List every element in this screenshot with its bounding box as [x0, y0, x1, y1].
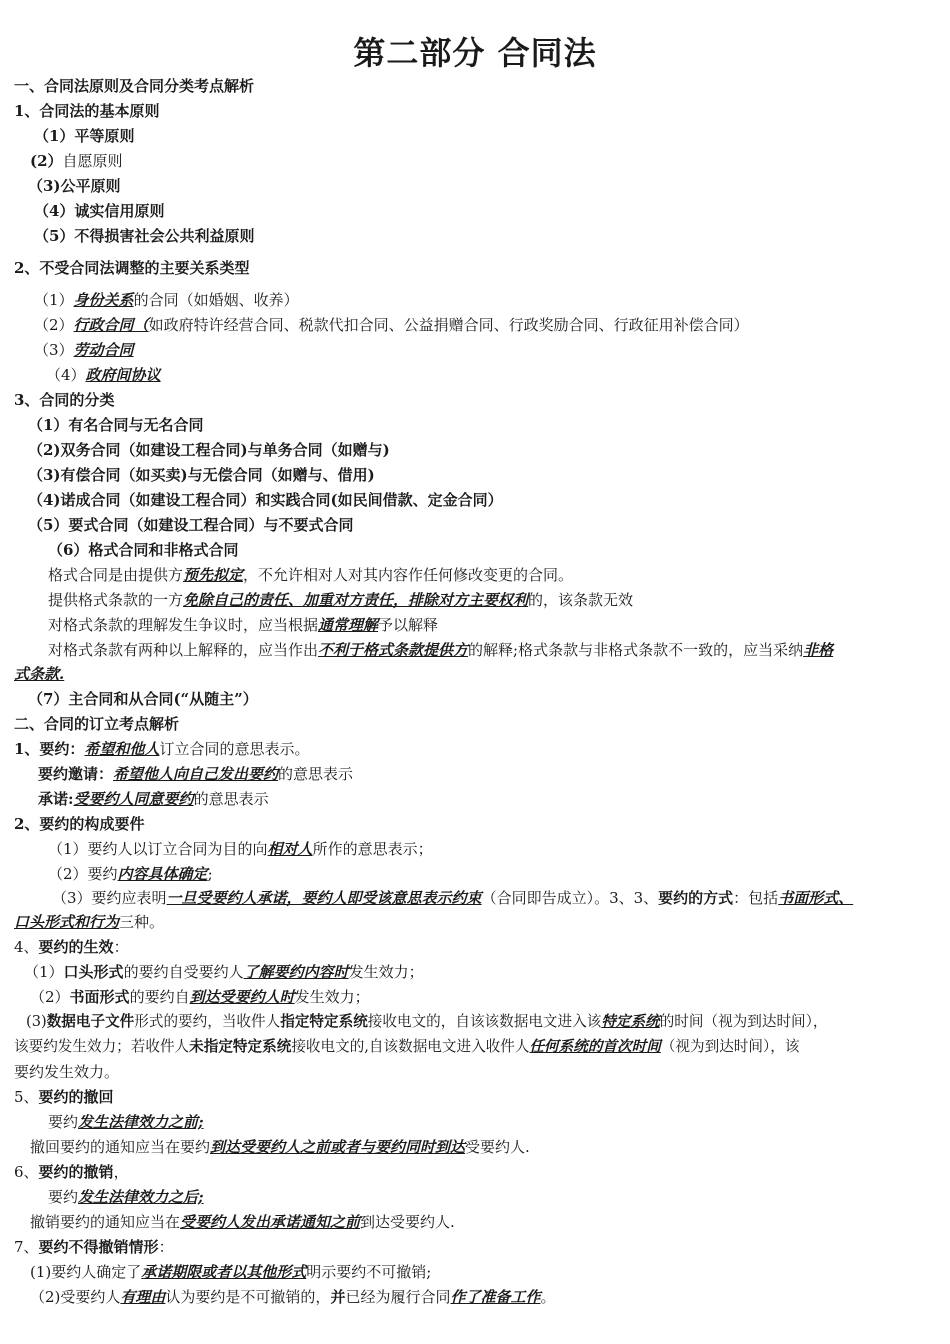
offer-invitation-def: 要约邀请：希望他人向自己发出要约的意思表示: [38, 765, 354, 783]
offer-element-3: （3）要约应表明一旦受要约人承诺，要约人即受该意思表示约束（合同即告成立）。3、3、要约的方式：包括书面形式、: [52, 889, 854, 907]
offer-def: 1、要约：希望和他人订立合同的意思表示。: [14, 740, 310, 758]
revocation-notice: 撤销要约的通知应当在受要约人发出承诺通知之前到达受要约人.: [30, 1213, 455, 1231]
offer-effect-electronic: (3)数据电子文件形式的要约，当收件人指定特定系统接收电文的，自该该数据电文进入该特定系统的时间（视为到达时间），: [26, 1013, 828, 1030]
subheading-excluded-relations: 2、不受合同法调整的主要关系类型: [14, 259, 250, 277]
format-clause-interpretation-cont: 式条款.: [14, 665, 65, 683]
subheading-offer-revocation: 6、要约的撤销，: [14, 1163, 129, 1181]
class-item-7: （7）主合同和从合同(“从随主”）: [28, 690, 258, 708]
subheading-irrevocable-offer: 7、要约不得撤销情形：: [14, 1238, 174, 1256]
format-contract-def: 格式合同是由提供方预先拟定，不允许相对人对其内容作任何修改变更的合同。: [48, 566, 574, 584]
principle-good-faith: （4）诚实信用原则: [34, 202, 165, 220]
class-item-4: （4)诺成合同（如建设工程合同）和实践合同(如民间借款、定金合同）: [28, 491, 503, 509]
class-item-3: （3)有偿合同（如买卖)与无偿合同（如赠与、借用): [28, 466, 375, 484]
principle-voluntary: (2）自愿原则: [30, 152, 123, 170]
offer-effect-oral: （1）口头形式的要约自受要约人了解要约内容时发生效力；: [24, 963, 424, 981]
offer-effect-electronic-end: 要约发生效力。: [14, 1063, 120, 1081]
format-clause-interpretation: 对格式条款有两种以上解释的，应当作出不利于格式条款提供方的解释;格式条款与非格式条款不一致的，应当采纳非格: [48, 641, 834, 659]
class-item-2: （2)双务合同（如建设工程合同)与单务合同（如赠与): [28, 441, 390, 459]
principle-equality: （1）平等原则: [34, 127, 135, 145]
principle-public-interest: （5）不得损害社会公共利益原则: [34, 227, 255, 245]
subheading-offer-withdrawal: 5、要约的撤回: [14, 1088, 114, 1106]
irrevocable-case-1: (1)要约人确定了承诺期限或者以其他形式明示要约不可撤销;: [30, 1263, 432, 1281]
subheading-classification: 3、合同的分类: [14, 391, 115, 409]
format-clause-dispute: 对格式条款的理解发生争议时，应当根据通常理解予以解释: [48, 616, 439, 634]
withdrawal-timing: 要约发生法律效力之前;: [48, 1113, 204, 1131]
subheading-offer-effect: 4、要约的生效：: [14, 938, 129, 956]
acceptance-def: 承诺:受要约人同意要约的意思表示: [38, 790, 269, 808]
offer-effect-written: （2）书面形式的要约自到达受要约人时发生效力；: [30, 988, 370, 1006]
irrevocable-case-2: （2)受要约人有理由认为要约是不可撤销的，并已经为履行合同作了准备工作。: [30, 1288, 556, 1306]
offer-forms-cont: 口头形式和行为三种。: [14, 913, 165, 931]
offer-element-2: （2）要约内容具体确定;: [48, 865, 213, 883]
excluded-item-4: （4）政府间协议: [46, 366, 161, 384]
class-item-5: （5）要式合同（如建设工程合同）与不要式合同: [28, 516, 354, 534]
subheading-basic-principles: 1、合同法的基本原则: [14, 102, 160, 120]
class-item-1: （1）有名合同与无名合同: [28, 416, 204, 434]
offer-effect-electronic-cont: 该要约发生效力；若收件人未指定特定系统接收电文的,自该数据电文进入收件人任何系统的首次时间（视为到达时间），该: [14, 1038, 800, 1055]
document-title: 第二部分 合同法: [353, 34, 597, 72]
excluded-item-2: （2）行政合同（如政府特许经营合同、税款代扣合同、公益捐赠合同、行政奖励合同、行政征用补偿合同）: [34, 316, 749, 334]
revocation-timing: 要约发生法律效力之后;: [48, 1188, 204, 1206]
format-clause-invalid: 提供格式条款的一方免除自己的责任、加重对方责任，排除对方主要权利的，该条款无效: [48, 591, 634, 609]
section-heading-1: 一、合同法原则及合同分类考点解析: [14, 77, 255, 95]
withdrawal-notice: 撤回要约的通知应当在要约到达受要约人之前或者与要约同时到达受要约人.: [30, 1138, 530, 1156]
principle-fairness: （3)公平原则: [28, 177, 121, 195]
class-item-6: （6）格式合同和非格式合同: [48, 541, 239, 559]
offer-element-1: （1）要约人以订立合同为目的向相对人所作的意思表示；: [48, 840, 433, 858]
excluded-item-3: （3）劳动合同: [34, 341, 134, 359]
excluded-item-1: （1）身份关系的合同（如婚姻、收养）: [34, 291, 299, 309]
subheading-offer-elements: 2、要约的构成要件: [14, 815, 145, 833]
section-heading-2: 二、合同的订立考点解析: [14, 715, 180, 733]
